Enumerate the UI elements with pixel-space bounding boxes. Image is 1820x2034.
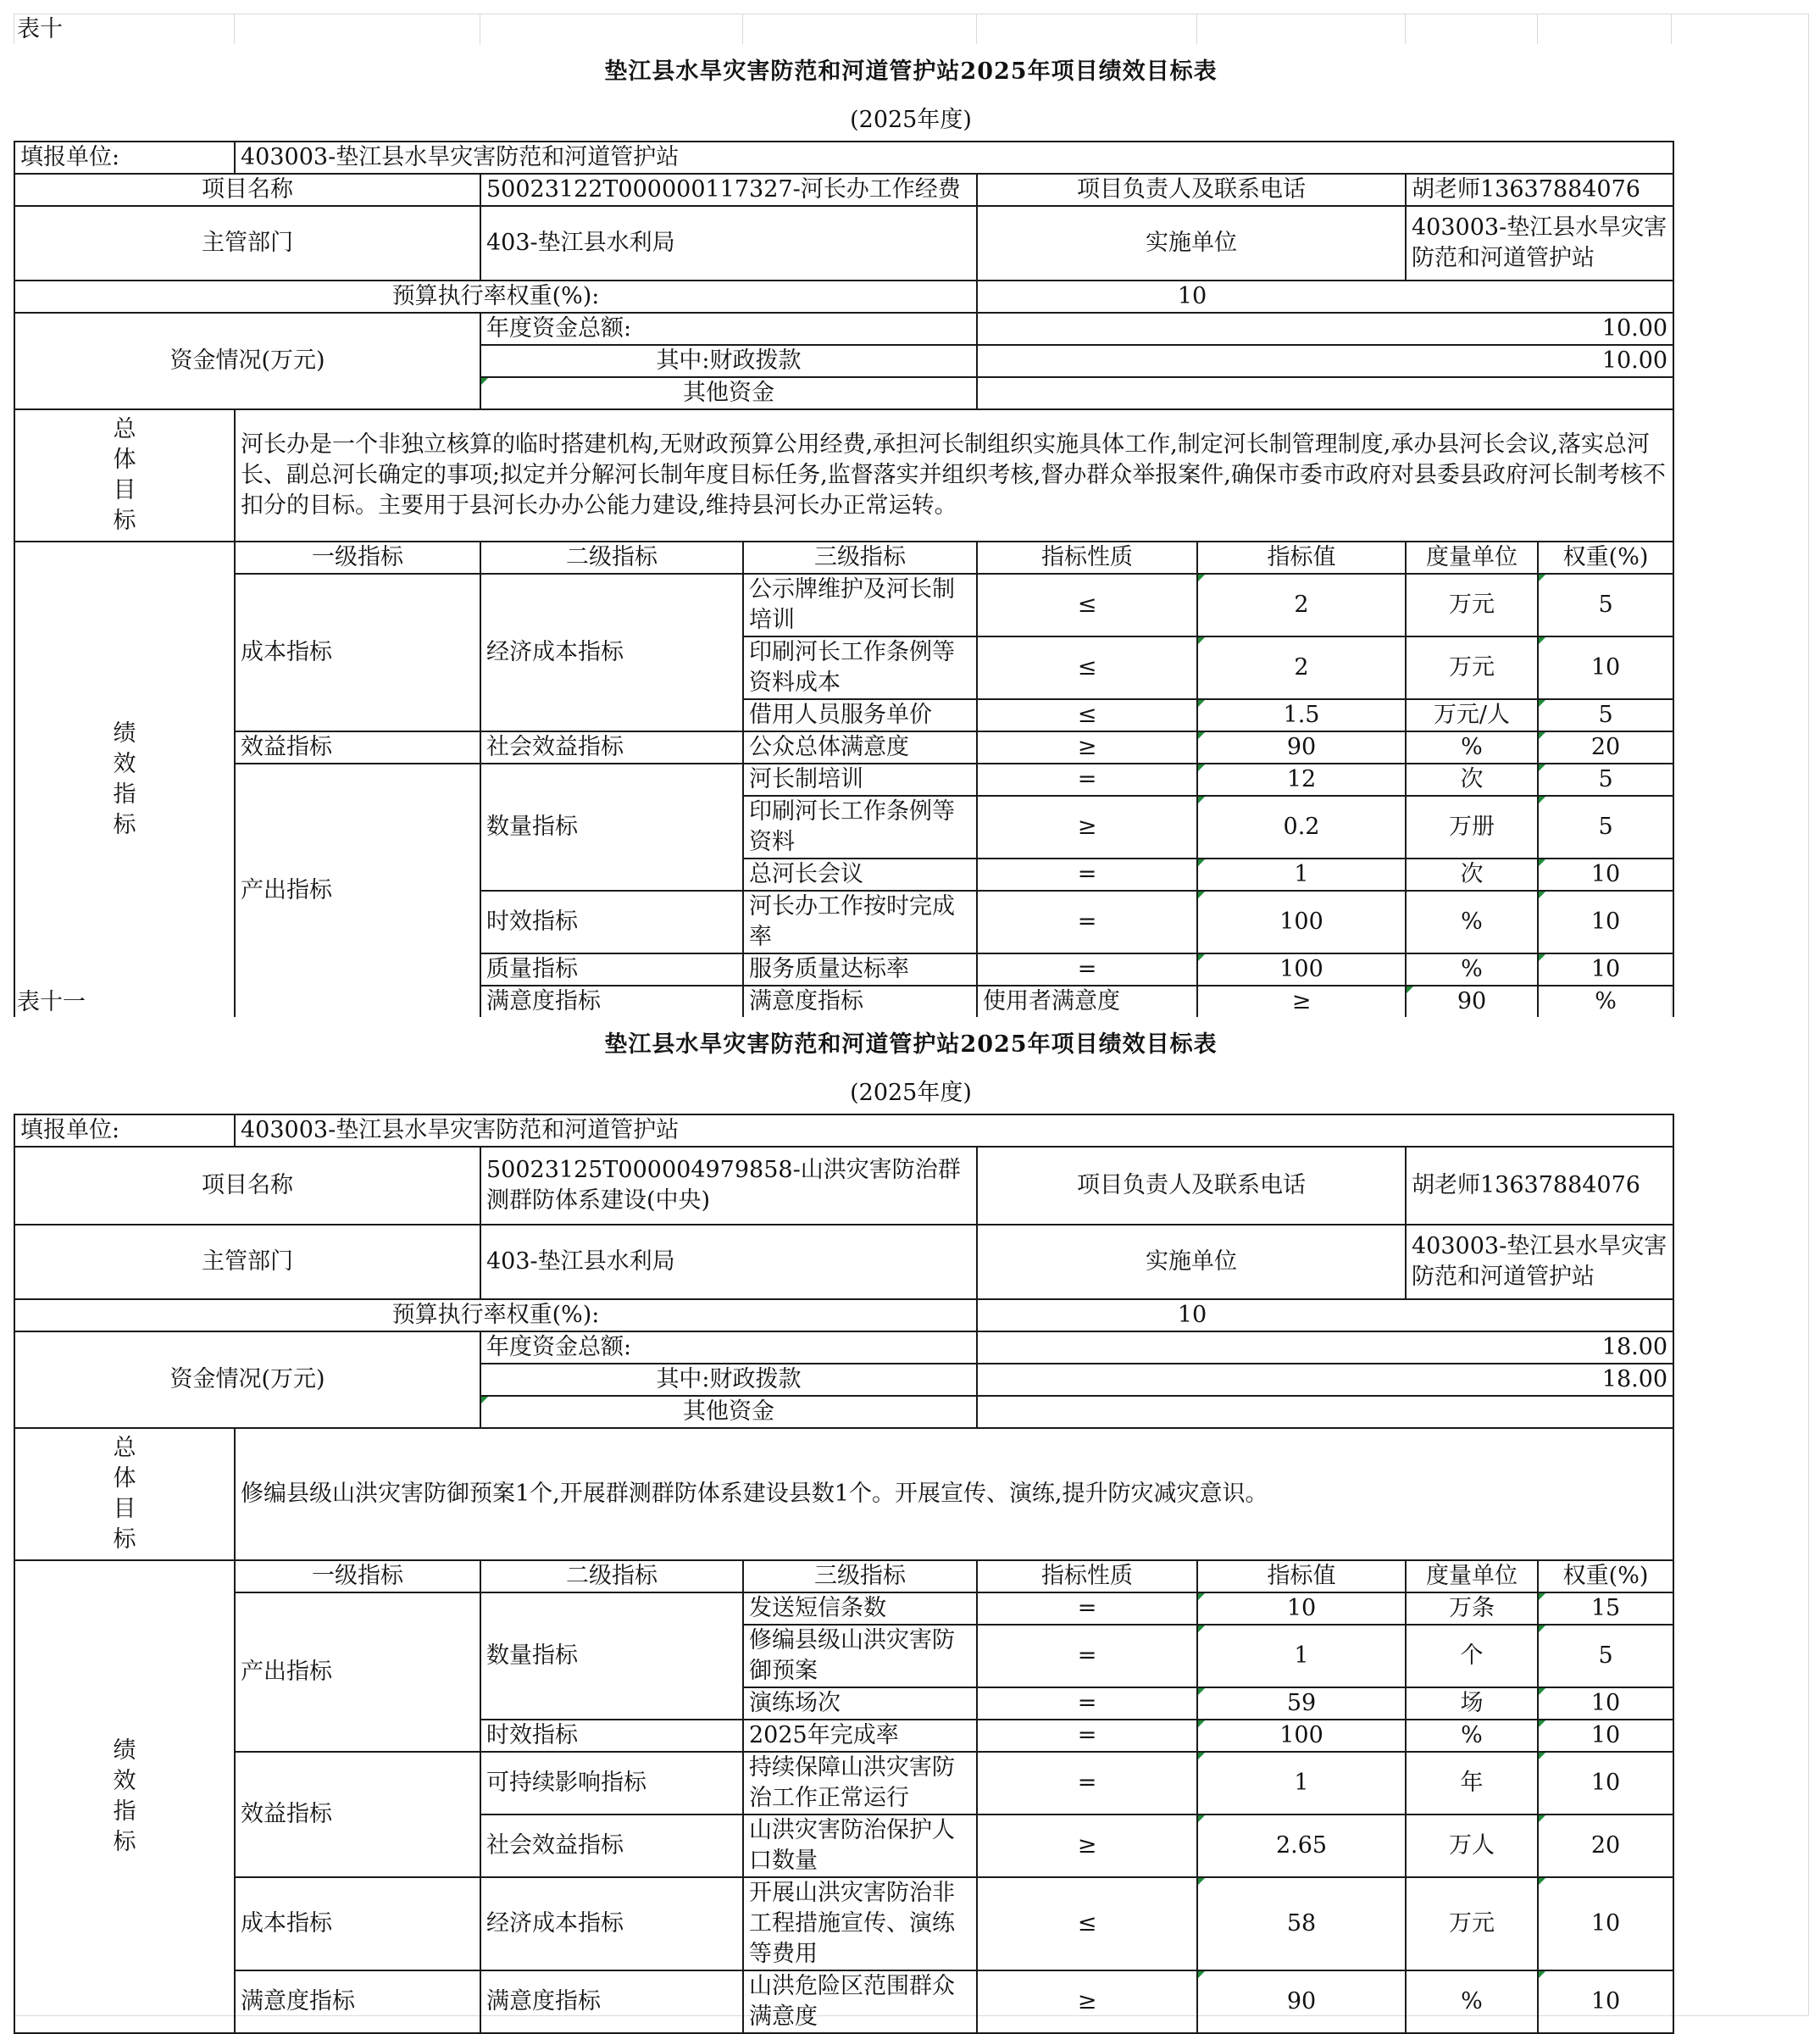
level3-cell: 演练场次 <box>743 1687 977 1720</box>
page-title: 垫江县水旱灾害防范和河道管护站2025年项目绩效目标表 <box>604 58 1218 85</box>
level1-cell: 效益指标 <box>235 731 480 764</box>
level2-cell: 满意度指标 <box>743 986 977 1018</box>
level2-cell: 社会效益指标 <box>480 1814 743 1877</box>
value-cell: 90 <box>1197 1970 1406 2033</box>
nature-cell: = <box>977 953 1197 986</box>
weight-cell: 10 <box>1538 1720 1673 1752</box>
level3-cell: 河长制培训 <box>743 764 977 796</box>
fund-other-value <box>977 1396 1673 1428</box>
nature-cell: ≤ <box>977 699 1197 731</box>
value-cell: 59 <box>1197 1687 1406 1720</box>
fund-fiscal-label: 其中:财政拨款 <box>480 1364 977 1396</box>
dept-label: 主管部门 <box>14 206 480 281</box>
unit-cell: 次 <box>1406 859 1538 891</box>
level3-cell: 开展山洪灾害防治非工程措施宣传、演练等费用 <box>743 1877 977 1970</box>
unit-cell: 万条 <box>1406 1592 1538 1625</box>
value-cell: 1 <box>1197 1752 1406 1814</box>
table-row <box>14 574 1673 636</box>
fund-label: 资金情况(万元) <box>14 1331 480 1428</box>
level3-cell: 山洪灾害防治保护人口数量 <box>743 1814 977 1877</box>
unit-cell: % <box>1406 1970 1538 2033</box>
value-cell: 58 <box>1197 1877 1406 1970</box>
fund-other-label: 其他资金 <box>480 1396 977 1428</box>
level1-cell: 满意度指标 <box>480 986 743 1018</box>
fund-fiscal-label: 其中:财政拨款 <box>480 345 977 377</box>
fund-total-value: 18.00 <box>977 1331 1673 1364</box>
level1-cell: 成本指标 <box>235 574 480 731</box>
nature-cell: ≥ <box>1197 986 1406 1018</box>
weight-cell: 10 <box>1538 1970 1673 2033</box>
budget-weight-label: 预算执行率权重(%): <box>14 1299 977 1331</box>
contact-value: 胡老师13637884076 <box>1406 1147 1673 1225</box>
level3-cell: 公众总体满意度 <box>743 731 977 764</box>
value-cell: 10 <box>1197 1592 1406 1625</box>
weight-cell: 20 <box>1538 1814 1673 1877</box>
weight-cell: 10 <box>1538 953 1673 986</box>
header-value: 指标值 <box>1197 542 1406 574</box>
weight-cell: 5 <box>1538 764 1673 796</box>
nature-cell: ≤ <box>977 636 1197 699</box>
goal-text: 修编县级山洪灾害防御预案1个,开展群测群防体系建设县数1个。开展宣传、演练,提升防灾减灾意识。 <box>235 1428 1673 1560</box>
project-name-value: 50023125T000004979858-山洪灾害防治群测群防体系建设(中央) <box>480 1147 977 1225</box>
value-cell: 1 <box>1197 859 1406 891</box>
level3-cell: 印刷河长工作条例等资料成本 <box>743 636 977 699</box>
header-weight: 权重(%) <box>1538 542 1673 574</box>
nature-cell: = <box>977 859 1197 891</box>
nature-cell: = <box>977 764 1197 796</box>
level3-cell: 2025年完成率 <box>743 1720 977 1752</box>
impl-value: 403003-垫江县水旱灾害防范和河道管护站 <box>1406 1225 1673 1299</box>
table-row <box>14 731 1673 764</box>
value-cell: 1 <box>1197 1625 1406 1687</box>
nature-cell: = <box>977 1752 1197 1814</box>
contact-label: 项目负责人及联系电话 <box>977 1147 1406 1225</box>
table-row <box>14 1877 1673 1970</box>
value-cell: 90 <box>1406 986 1538 1018</box>
header-unit: 度量单位 <box>1406 542 1538 574</box>
unit-cell: % <box>1406 891 1538 953</box>
page-title: 垫江县水旱灾害防范和河道管护站2025年项目绩效目标表 <box>604 1031 1218 1058</box>
dept-value: 403-垫江县水利局 <box>480 1225 977 1299</box>
level3-cell: 发送短信条数 <box>743 1592 977 1625</box>
value-cell: 1.5 <box>1197 699 1406 731</box>
weight-cell: 10 <box>1538 1877 1673 1970</box>
header-level3: 三级指标 <box>743 1560 977 1592</box>
level3-cell: 山洪危险区范围群众满意度 <box>743 1970 977 2033</box>
level3-cell: 使用者满意度 <box>977 986 1197 1018</box>
level2-cell: 可持续影响指标 <box>480 1752 743 1814</box>
weight-cell: 5 <box>1538 574 1673 636</box>
project-name-value: 50023122T000000117327-河长办工作经费 <box>480 174 977 206</box>
value-cell: 90 <box>1197 731 1406 764</box>
header-unit: 度量单位 <box>1406 1560 1538 1592</box>
table-row <box>14 1752 1673 1814</box>
weight-cell: 10 <box>1538 891 1673 953</box>
budget-weight-value: 10 <box>977 1299 1673 1331</box>
level2-cell: 质量指标 <box>480 953 743 986</box>
year-label: (2025年度) <box>850 1080 972 1106</box>
header-weight: 权重(%) <box>1538 1560 1673 1592</box>
fund-total-value: 10.00 <box>977 313 1673 345</box>
impl-label: 实施单位 <box>977 206 1406 281</box>
project-name-label: 项目名称 <box>14 174 480 206</box>
fund-other-label: 其他资金 <box>480 377 977 409</box>
unit-cell: 万元 <box>1406 1877 1538 1970</box>
fund-total-label: 年度资金总额: <box>480 313 977 345</box>
level2-cell: 时效指标 <box>480 1720 743 1752</box>
value-cell: 2 <box>1197 636 1406 699</box>
level2-cell: 满意度指标 <box>480 1970 743 2033</box>
header-level3: 三级指标 <box>743 542 977 574</box>
weight-cell: 5 <box>1538 1625 1673 1687</box>
weight-cell: 15 <box>1538 1592 1673 1625</box>
level3-cell: 总河长会议 <box>743 859 977 891</box>
fill-unit-label: 填报单位: <box>14 1114 235 1147</box>
level3-cell: 河长办工作按时完成率 <box>743 891 977 953</box>
level3-cell: 持续保障山洪灾害防治工作正常运行 <box>743 1752 977 1814</box>
fund-label: 资金情况(万元) <box>14 313 480 409</box>
value-cell: 100 <box>1197 953 1406 986</box>
contact-value: 胡老师13637884076 <box>1406 174 1673 206</box>
level1-cell: 产出指标 <box>235 764 480 1018</box>
value-cell: 2 <box>1197 574 1406 636</box>
fill-unit-label: 填报单位: <box>14 142 235 174</box>
project-name-label: 项目名称 <box>14 1147 480 1225</box>
unit-cell: 场 <box>1406 1687 1538 1720</box>
value-cell: 12 <box>1197 764 1406 796</box>
table-tag: 表十 <box>17 16 63 42</box>
level2-cell: 社会效益指标 <box>480 731 743 764</box>
fund-total-label: 年度资金总额: <box>480 1331 977 1364</box>
nature-cell: ≥ <box>977 796 1197 859</box>
nature-cell: ≤ <box>977 1877 1197 1970</box>
table-row <box>14 764 1673 796</box>
goal-text: 河长办是一个非独立核算的临时搭建机构,无财政预算公用经费,承担河长制组织实施具体工作,制定河长制管理制度,承办县河长会议,落实总河长、副总河长确定的事项;拟定并分解河长制年度目标任务,监督落实并组织考核,督办群众举报案件,确保市委市政府对县委县政府河长制考核不扣分的目标。主要用于县河长办办公能力建设,维持县河长办正常运转。 <box>235 409 1673 542</box>
header-level2: 二级指标 <box>480 1560 743 1592</box>
dept-label: 主管部门 <box>14 1225 480 1299</box>
level2-cell: 经济成本指标 <box>480 1877 743 1970</box>
level2-cell: 数量指标 <box>480 764 743 891</box>
level3-cell: 公示牌维护及河长制培训 <box>743 574 977 636</box>
level1-cell: 成本指标 <box>235 1877 480 1970</box>
weight-cell: 5 <box>1538 699 1673 731</box>
fill-unit-value: 403003-垫江县水旱灾害防范和河道管护站 <box>235 1114 1673 1147</box>
unit-cell: % <box>1538 986 1673 1018</box>
performance-table <box>14 1114 1673 2030</box>
perf-label: 绩效指标 <box>14 1560 235 2033</box>
nature-cell: ≥ <box>977 1970 1197 2033</box>
weight-cell: 10 <box>1538 636 1673 699</box>
level1-cell: 产出指标 <box>235 1592 480 1752</box>
unit-cell: 万元 <box>1406 574 1538 636</box>
header-level1: 一级指标 <box>235 1560 480 1592</box>
table-header-block <box>14 44 1808 141</box>
weight-cell: 20 <box>1538 731 1673 764</box>
nature-cell: = <box>977 1625 1197 1687</box>
level3-cell: 印刷河长工作条例等资料 <box>743 796 977 859</box>
budget-weight-label: 预算执行率权重(%): <box>14 281 977 313</box>
unit-cell: 万元 <box>1406 636 1538 699</box>
level2-cell: 数量指标 <box>480 1592 743 1720</box>
level2-cell: 经济成本指标 <box>480 574 743 731</box>
unit-cell: 年 <box>1406 1752 1538 1814</box>
level3-cell: 借用人员服务单价 <box>743 699 977 731</box>
weight-cell: 5 <box>1538 796 1673 859</box>
goal-label: 总体目标 <box>14 409 235 542</box>
unit-cell: % <box>1406 1720 1538 1752</box>
nature-cell: = <box>977 1687 1197 1720</box>
weight-cell: 10 <box>1538 1752 1673 1814</box>
budget-weight-value: 10 <box>977 281 1673 313</box>
unit-cell: 万人 <box>1406 1814 1538 1877</box>
value-cell: 2.65 <box>1197 1814 1406 1877</box>
fill-unit-value: 403003-垫江县水旱灾害防范和河道管护站 <box>235 142 1673 174</box>
perf-label: 绩效指标 <box>14 542 235 1018</box>
value-cell: 0.2 <box>1197 796 1406 859</box>
unit-cell: % <box>1406 731 1538 764</box>
fund-fiscal-value: 10.00 <box>977 345 1673 377</box>
table-header-block <box>14 1017 1808 1114</box>
unit-cell: 个 <box>1406 1625 1538 1687</box>
level2-cell: 时效指标 <box>480 891 743 953</box>
year-label: (2025年度) <box>850 107 972 133</box>
nature-cell: ≥ <box>977 1814 1197 1877</box>
weight-cell: 10 <box>1538 859 1673 891</box>
unit-cell: 万元/人 <box>1406 699 1538 731</box>
value-cell: 100 <box>1197 891 1406 953</box>
unit-cell: % <box>1406 953 1538 986</box>
table-row <box>14 1592 1673 1625</box>
header-level2: 二级指标 <box>480 542 743 574</box>
fund-fiscal-value: 18.00 <box>977 1364 1673 1396</box>
nature-cell: = <box>977 1720 1197 1752</box>
nature-cell: = <box>977 891 1197 953</box>
contact-label: 项目负责人及联系电话 <box>977 174 1406 206</box>
dept-value: 403-垫江县水利局 <box>480 206 977 281</box>
nature-cell: ≤ <box>977 574 1197 636</box>
value-cell: 100 <box>1197 1720 1406 1752</box>
table-tag: 表十一 <box>17 989 86 1015</box>
level1-cell: 满意度指标 <box>235 1970 480 2033</box>
unit-cell: 次 <box>1406 764 1538 796</box>
nature-cell: = <box>977 1592 1197 1625</box>
header-nature: 指标性质 <box>977 1560 1197 1592</box>
goal-label: 总体目标 <box>14 1428 235 1560</box>
weight-cell: 10 <box>1538 1687 1673 1720</box>
impl-value: 403003-垫江县水旱灾害防范和河道管护站 <box>1406 206 1673 281</box>
header-nature: 指标性质 <box>977 542 1197 574</box>
fund-other-value <box>977 377 1673 409</box>
unit-cell: 万册 <box>1406 796 1538 859</box>
header-value: 指标值 <box>1197 1560 1406 1592</box>
impl-label: 实施单位 <box>977 1225 1406 1299</box>
level1-cell: 效益指标 <box>235 1752 480 1877</box>
level3-cell: 修编县级山洪灾害防御预案 <box>743 1625 977 1687</box>
nature-cell: ≥ <box>977 731 1197 764</box>
header-level1: 一级指标 <box>235 542 480 574</box>
level3-cell: 服务质量达标率 <box>743 953 977 986</box>
